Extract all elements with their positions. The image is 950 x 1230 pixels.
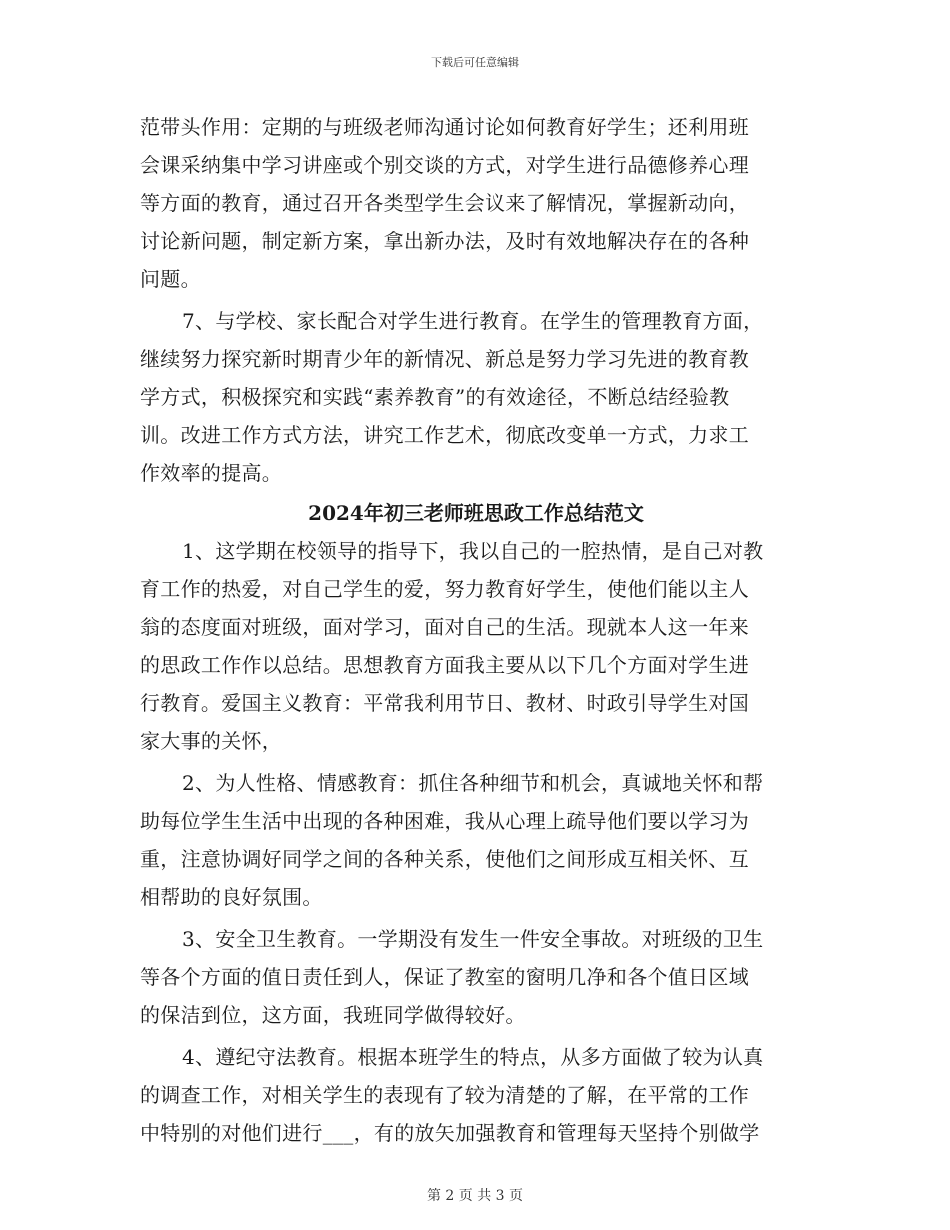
text-line: 作效率的提高。 [140,461,283,485]
text-line: 育工作的热爱，对自己学生的爱，努力教育好学生，使他们能以主人 [140,577,749,601]
text-line: 中特别的对他们进行___，有的放矢加强教育和管理每天坚持个别做学 [140,1121,760,1145]
text-line: 助每位学生生活中出现的各种困难，我从心理上疏导他们要以学习为 [140,809,749,833]
text-line: 等各个方面的值日责任到人，保证了教室的窗明几净和各个值日区域 [140,965,749,989]
text-line: 2、为人性格、情感教育：抓住各种细节和机会，真诚地关怀和帮 [182,771,764,795]
text-line: 训。改进工作方式方法，讲究工作艺术，彻底改变单一方式，力求工 [140,423,749,447]
paragraph-7 [140,302,812,492]
page-number-footer: 第 2 页 共 3 页 [426,1188,524,1204]
text-line: 的思政工作作以总结。思想教育方面我主要从以下几个方面对学生进 [140,653,749,677]
text-line: 翁的态度面对班级，面对学习，面对自己的生活。现就本人这一年来 [140,615,749,639]
paragraph-1 [140,532,812,760]
paragraph-4 [140,1038,812,1152]
text-line: 的调查工作，对相关学生的表现有了较为清楚的了解，在平常的工作 [140,1083,749,1107]
text-line: 1、这学期在校领导的指导下，我以自己的一腔热情，是自己对教 [182,539,764,563]
text-line: 3、安全卫生教育。一学期没有发生一件安全事故。对班级的卫生 [182,927,764,951]
text-line: 讨论新问题，制定新方案，拿出新办法，及时有效地解决存在的各种 [140,229,749,253]
text-line: 等方面的教育，通过召开各类型学生会议来了解情况，掌握新动向， [140,191,749,215]
document-body [140,108,812,1152]
text-line: 会课采纳集中学习讲座或个别交谈的方式，对学生进行品德修养心理 [140,153,749,177]
text-line: 重，注意协调好同学之间的各种关系，使他们之间形成互相关怀、互 [140,847,749,871]
text-line: 相帮助的良好氛围。 [140,885,323,909]
paragraph-continued [140,108,812,298]
text-line: 学方式，积极探究和实践“素养教育”的有效途径，不断总结经验教 [140,385,730,409]
text-line: 继续努力探究新时期青少年的新情况、新总是努力学习先进的教育教 [140,347,749,371]
text-line: 4、遵纪守法教育。根据本班学生的特点，从多方面做了较为认真 [182,1045,764,1069]
text-line: 问题。 [140,267,201,291]
paragraph-3 [140,920,812,1034]
text-line: 行教育。爱国主义教育：平常我利用节日、教材、时政引导学生对国 [140,691,749,715]
text-line: 7、与学校、家长配合对学生进行教育。在学生的管理教育方面， [182,309,764,333]
text-line: 的保洁到位，这方面，我班同学做得较好。 [140,1003,526,1027]
text-line: 范带头作用：定期的与班级老师沟通讨论如何教育好学生；还利用班 [140,115,749,139]
section-title: 2024年初三老师班思政工作总结范文 [308,501,644,525]
text-line: 家大事的关怀， [140,729,283,753]
page-header: 下载后可任意编辑 [431,56,519,69]
paragraph-2 [140,764,812,916]
